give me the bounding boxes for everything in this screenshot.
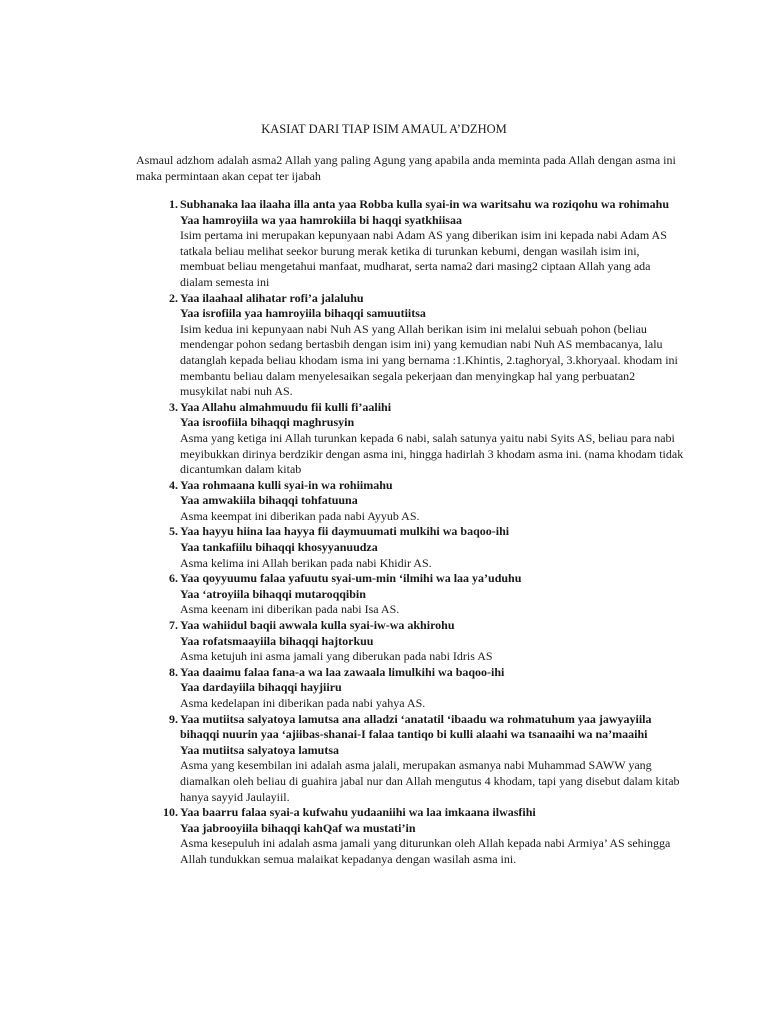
item-dzikir-line: Yaa qoyyuumu falaa yafuutu syai-um-min ‘ilmihi wa laa ya’uduhu xyxy=(180,571,522,586)
item-dzikir-line: Yaa baarru falaa syai-a kufwahu yudaaniihi wa laa imkaana ilwasfihi xyxy=(180,805,536,820)
item-invocation-line: Yaa rofatsmaayiila bihaqqi hajtorkuu xyxy=(180,633,374,648)
item-description: Asma keempat ini diberikan pada nabi Ayyub AS. xyxy=(180,508,420,523)
list-item xyxy=(136,618,684,665)
item-number: 7. xyxy=(169,618,178,633)
list-item xyxy=(136,665,684,712)
item-dzikir-line: Yaa rohmaana kulli syai-in wa rohiimahu xyxy=(180,477,393,492)
item-invocation-line: Yaa dardayiila bihaqqi hayjiiru xyxy=(180,680,342,695)
list-item xyxy=(136,524,684,571)
item-description: Asma yang ketiga ini Allah turunkan kepada 6 nabi, salah satunya yaitu nabi Syits AS, beliau para nabi meyibukkan dirinya berdzikir dengan asma ini, hingga hadirlah 3 khodam asma ini. (nama khodam tidak dicantumkan dalam kitab xyxy=(180,430,684,477)
item-description: Asma kedelapan ini diberikan pada nabi yahya AS. xyxy=(180,696,426,710)
item-invocation-line: Yaa mutiitsa salyatoya lamutsa xyxy=(180,742,340,757)
item-dzikir-line: Yaa mutiitsa salyatoya lamutsa ana alladzi ‘anatatil ‘ibaadu wa rohmatuhum yaa jawyayiila bihaqqi nuurin yaa ‘ajiibas-shanai-I falaa tantiqo bi kulli alaahi wa tsanaaihi wa na’maaihi xyxy=(180,711,652,742)
item-description: Asma kelima ini Allah berikan pada nabi Khidir AS. xyxy=(180,555,432,570)
item-dzikir-line: Yaa wahiidul baqii awwala kulla syai-iw-wa akhirohu xyxy=(180,618,455,633)
item-invocation-line: Yaa ‘atroyiila bihaqqi mutaroqqibin xyxy=(180,586,366,601)
list-item xyxy=(136,805,684,867)
item-description: Isim kedua ini kepunyaan nabi Nuh AS yang Allah berikan isim ini melalui sebuah pohon (beliau mendengar pohon sedang bertasbih dengan isim ini) yang kemudian nabi Nuh AS membacanya, lalu datanglah kepada beliau khodam isma ini yang bernama :1.Khintis, 2.taghoryal, 3.khoryaal. khodam ini membantu beliau dalam menyelesaikan segala pekerjaan dan menyingkap hal yang perbuatan2 musykilat nabi nuh AS. xyxy=(180,321,678,399)
item-number: 1. xyxy=(169,197,178,211)
item-number: 4. xyxy=(169,477,178,492)
item-number: 8. xyxy=(169,664,178,679)
item-invocation-line: Yaa tankafiilu bihaqqi khosyyanuudza xyxy=(180,540,378,555)
item-dzikir-line: Yaa Allahu almahmuudu fii kulli fi’aalihi xyxy=(180,399,392,414)
item-dzikir-line: Subhanaka laa ilaaha illa anta yaa Robba kulla syai-in wa waritsahu wa roziqohu wa rohimahu xyxy=(180,197,670,211)
item-number: 9. xyxy=(169,711,178,726)
item-invocation-line: Yaa amwakiila bihaqqi tohfatuuna xyxy=(180,493,358,508)
list-item xyxy=(136,291,684,400)
intro-paragraph: Asmaul adzhom adalah asma2 Allah yang paling Agung yang apabila anda meminta pada Allah dengan asma ini maka permintaan akan cepat ter ijabah xyxy=(136,153,676,183)
item-invocation-line: Yaa isroofiila bihaqqi maghrusyin xyxy=(180,415,355,430)
item-dzikir-line: Yaa ilaahaal alihatar rofi’a jalaluhu xyxy=(180,290,364,305)
item-invocation-line: Yaa isrofiila yaa hamroyiila bihaqqi samuutiitsa xyxy=(180,306,426,321)
item-description: Isim pertama ini merupakan kepunyaan nabi Adam AS yang diberikan isim ini kepada nabi Adam AS tatkala beliau melihat seekor burung merak ketika di turunkan kebumi, dengan wasilah isim ini, membuat beliau mengetahui manfaat, mudharat, serta nama2 dari masing2 ciptaan Allah yang ada dialam semesta ini xyxy=(180,228,667,289)
list-item xyxy=(136,712,684,806)
asma-list xyxy=(136,197,684,868)
item-description: Asma keenam ini diberikan pada nabi Isa AS. xyxy=(180,602,400,617)
item-number: 2. xyxy=(169,290,178,305)
item-number: 10. xyxy=(163,805,178,820)
list-item xyxy=(136,478,684,525)
item-number: 6. xyxy=(169,571,178,586)
item-dzikir-line: Yaa hayyu hiina laa hayya fii daymuumati mulkihi wa baqoo-ihi xyxy=(180,524,510,539)
list-item xyxy=(136,400,684,478)
page-title: KASIAT DARI TIAP ISIM AMAUL A’DZHOM xyxy=(261,122,507,136)
list-item xyxy=(136,571,684,618)
item-dzikir-line: Yaa daaimu falaa fana-a wa laa zawaala limulkihi wa baqoo-ihi xyxy=(180,664,505,679)
item-invocation-line: Yaa hamroyiila wa yaa hamrokiila bi haqqi syatkhiisaa xyxy=(180,212,462,227)
item-invocation-line: Yaa jabrooyiila bihaqqi kahQaf wa mustati’in xyxy=(180,820,416,835)
item-number: 3. xyxy=(169,399,178,414)
item-number: 5. xyxy=(169,524,178,539)
item-description: Asma yang kesembilan ini adalah asma jalali, merupakan asmanya nabi Muhammad SAWW yang diamalkan oleh beliau di guahira jabal nur dan Allah mengutus 4 khodam, tapi yang disebut dalam kitab hanya sayyid Jaulayiil. xyxy=(180,758,680,804)
item-description: Asma ketujuh ini asma jamali yang diberukan pada nabi Idris AS xyxy=(180,649,493,664)
list-item xyxy=(136,197,684,291)
item-description: Asma kesepuluh ini adalah asma jamali yang diturunkan oleh Allah kepada nabi Armiya’ AS sehingga Allah tundukkan semua malaikat kepadanya dengan wasilah asma ini. xyxy=(180,836,671,866)
